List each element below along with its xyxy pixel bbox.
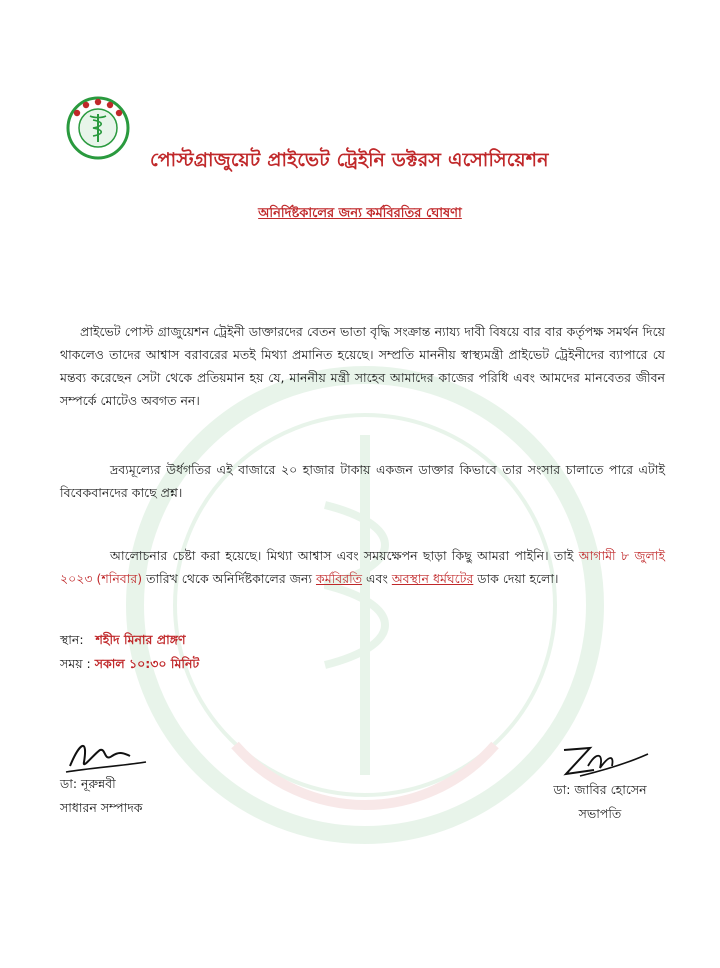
signatory-left-role: সাধারন সম্পাদক <box>60 800 143 815</box>
paragraph-3-text-c: এবং <box>362 571 392 586</box>
signature-block-right <box>530 740 670 826</box>
time-value: সকাল ১০:৩০ মিনিট <box>94 656 200 671</box>
paragraph-1: প্রাইভেট পোস্ট গ্রাজুয়েশন ট্রেইনী ডাক্তারদের বেতন ভাতা বৃদ্ধি সংক্রান্ত ন্যায্য দাবী বিষয়ে বার বার কর্তৃপক্ষ সমর্থন দিয়ে থাকলেও তাদের আশ্বাস বরাবরের মতই মিথ্যা প্রমানিত হয়েছে। সম্প্রতি মাননীয় স্বাস্থ্যমন্ত্রী প্রাইভেট ট্রেইনীদের ব্যাপারে যে মন্তব্য করেছেন সেটা থেকে প্রতিয়মান হয় যে, মাননীয় মন্ত্রী সাহেব আমাদের কাজের পরিধি এবং আমদের মানবেতর জীবন সম্পর্কে মোটেও অবগত নন। <box>60 324 665 408</box>
organization-name: পোস্টগ্রাজুয়েট প্রাইভেট ট্রেইনি ডক্টরস এসোসিয়েশন <box>150 149 549 171</box>
place-label: স্থান: <box>60 632 84 647</box>
place-value: শহীদ মিনার প্রাঙ্গণ <box>95 632 186 647</box>
strike-keyword: কর্মবিরতি <box>315 571 363 586</box>
pptda-logo-icon <box>66 96 130 160</box>
handwritten-signature-left-icon <box>60 732 150 774</box>
handwritten-signature-right-icon <box>550 740 650 780</box>
paragraph-3-text-b: তারিখ থেকে অনির্দিষ্টকালের জন্য <box>142 571 316 586</box>
signatory-right-name: ডা: জাবির হোসেন <box>553 782 647 797</box>
signatory-right-role: সভাপতি <box>578 806 622 821</box>
paragraph-2: দ্রব্যমূল্যের উর্ধগতির এই বাজারে ২০ হাজার টাকায় একজন ডাক্তার কিভাবে তার সংসার চালাতে পারে এটাই বিবেকবানদের কাছে প্রশ্ন। <box>60 462 665 500</box>
time-line <box>60 656 199 676</box>
place-line <box>60 632 186 652</box>
paragraph-3-text-a: আলোচনার চেষ্টা করা হয়েছে। মিথ্যা আশ্বাস এবং সময়ক্ষেপন ছাড়া কিছু আমরা পাইনি। তাই <box>110 548 579 563</box>
strike-date: আগামী ৮ জুলাই ২০২৩ (শনিবার) <box>60 548 665 586</box>
paragraph-3-text-d: ডাক দেয়া হলো। <box>473 571 559 586</box>
paragraph-3 <box>60 544 665 590</box>
signatory-left-name: ডা: নূরুন্নবী <box>60 776 116 791</box>
signature-block-left <box>60 732 200 820</box>
announcement-title: অনির্দিষ্টকালের জন্য কর্মবিরতির ঘোষণা <box>258 206 462 221</box>
sit-in-keyword: অবস্থান ধর্মঘটের <box>391 571 474 586</box>
time-label: সময় : <box>60 656 91 671</box>
